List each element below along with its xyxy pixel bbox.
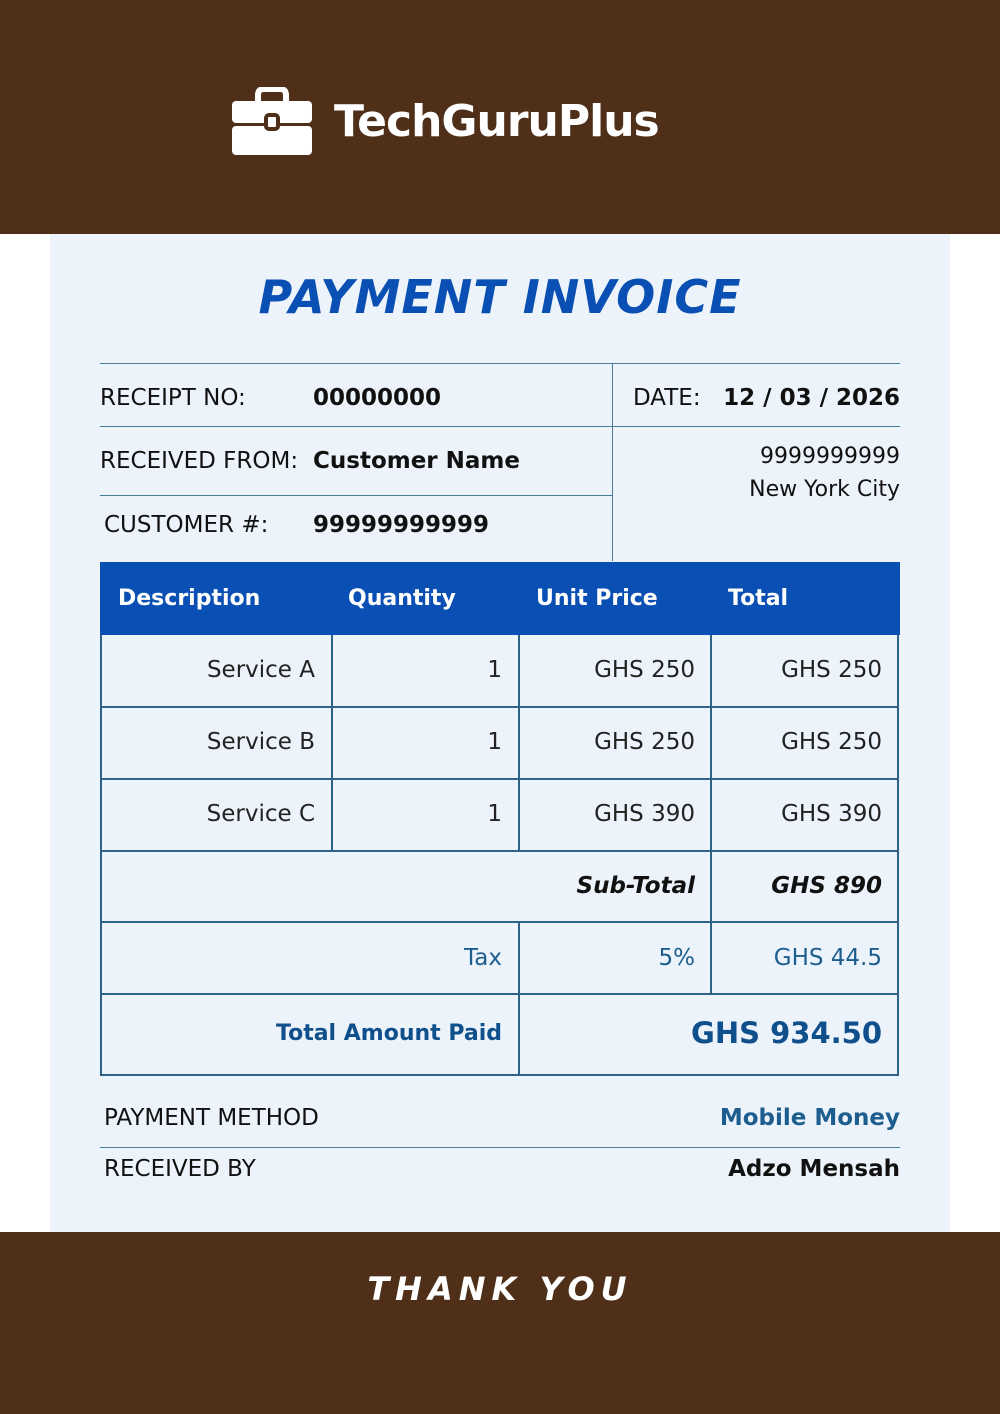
payment-method-value: Mobile Money	[719, 1105, 900, 1131]
row-unit-price: GHS 250	[594, 657, 695, 683]
column-header-total: Total	[728, 586, 789, 611]
table-column-rule	[518, 635, 520, 851]
date-label: DATE:	[633, 385, 701, 411]
row-unit-price: GHS 250	[594, 729, 695, 755]
details-rule	[100, 426, 900, 427]
invoice-title: PAYMENT INVOICE	[258, 270, 742, 324]
customer-phone: 9999999999	[760, 444, 900, 469]
row-description: Service A	[206, 657, 315, 683]
row-quantity: 1	[487, 657, 502, 683]
received-by-label: RECEIVED BY	[104, 1156, 256, 1182]
row-description: Service B	[206, 729, 315, 755]
brand-name: TechGuruPlus	[334, 96, 659, 147]
tax-label: Tax	[464, 945, 502, 971]
column-header-quantity: Quantity	[348, 586, 456, 611]
thank-you-text: THANK YOU	[367, 1270, 633, 1308]
customer-number-label: CUSTOMER #:	[104, 512, 269, 538]
payment-method-label: PAYMENT METHOD	[104, 1105, 319, 1131]
customer-number-value: 99999999999	[313, 512, 490, 538]
row-total: GHS 390	[781, 801, 882, 827]
received-from-label: RECEIVED FROM:	[100, 448, 299, 474]
row-unit-price: GHS 390	[594, 801, 695, 827]
tax-rate: 5%	[658, 945, 695, 971]
subtotal-value: GHS 890	[771, 873, 882, 899]
received-from-value: Customer Name	[313, 448, 520, 474]
table-bottom-rule	[100, 1074, 899, 1076]
brand-logo	[232, 86, 659, 158]
row-total: GHS 250	[781, 729, 882, 755]
customer-city: New York City	[749, 477, 900, 502]
table-column-rule	[331, 635, 333, 851]
table-row-rule	[100, 850, 899, 852]
column-header-description: Description	[118, 586, 261, 611]
tax-value: GHS 44.5	[773, 945, 882, 971]
row-quantity: 1	[487, 729, 502, 755]
receipt-no-label: RECEIPT NO:	[100, 385, 246, 411]
table-row-rule	[100, 921, 899, 923]
row-quantity: 1	[487, 801, 502, 827]
table-row-rule	[100, 993, 899, 995]
table-row-rule	[100, 706, 899, 708]
details-divider	[612, 363, 613, 561]
row-total: GHS 250	[781, 657, 882, 683]
table-column-rule	[710, 635, 712, 994]
subtotal-label: Sub-Total	[576, 873, 695, 899]
table-row-rule	[100, 778, 899, 780]
footer-band	[0, 1232, 1000, 1414]
table-column-rule	[518, 922, 520, 1076]
payment-rule	[100, 1147, 900, 1148]
column-header-unit-price: Unit Price	[536, 586, 658, 611]
details-top-rule	[100, 363, 900, 364]
total-paid-label: Total Amount Paid	[276, 1021, 502, 1046]
details-rule	[100, 495, 612, 496]
receipt-no-value: 00000000	[313, 385, 442, 411]
total-paid-value: GHS 934.50	[691, 1016, 882, 1050]
row-description: Service C	[206, 801, 315, 827]
received-by-value: Adzo Mensah	[728, 1156, 900, 1182]
date-value: 12 / 03 / 2026	[723, 385, 900, 411]
briefcase-icon	[232, 87, 312, 157]
table-border-right	[897, 635, 899, 1076]
table-border-left	[100, 635, 102, 1076]
